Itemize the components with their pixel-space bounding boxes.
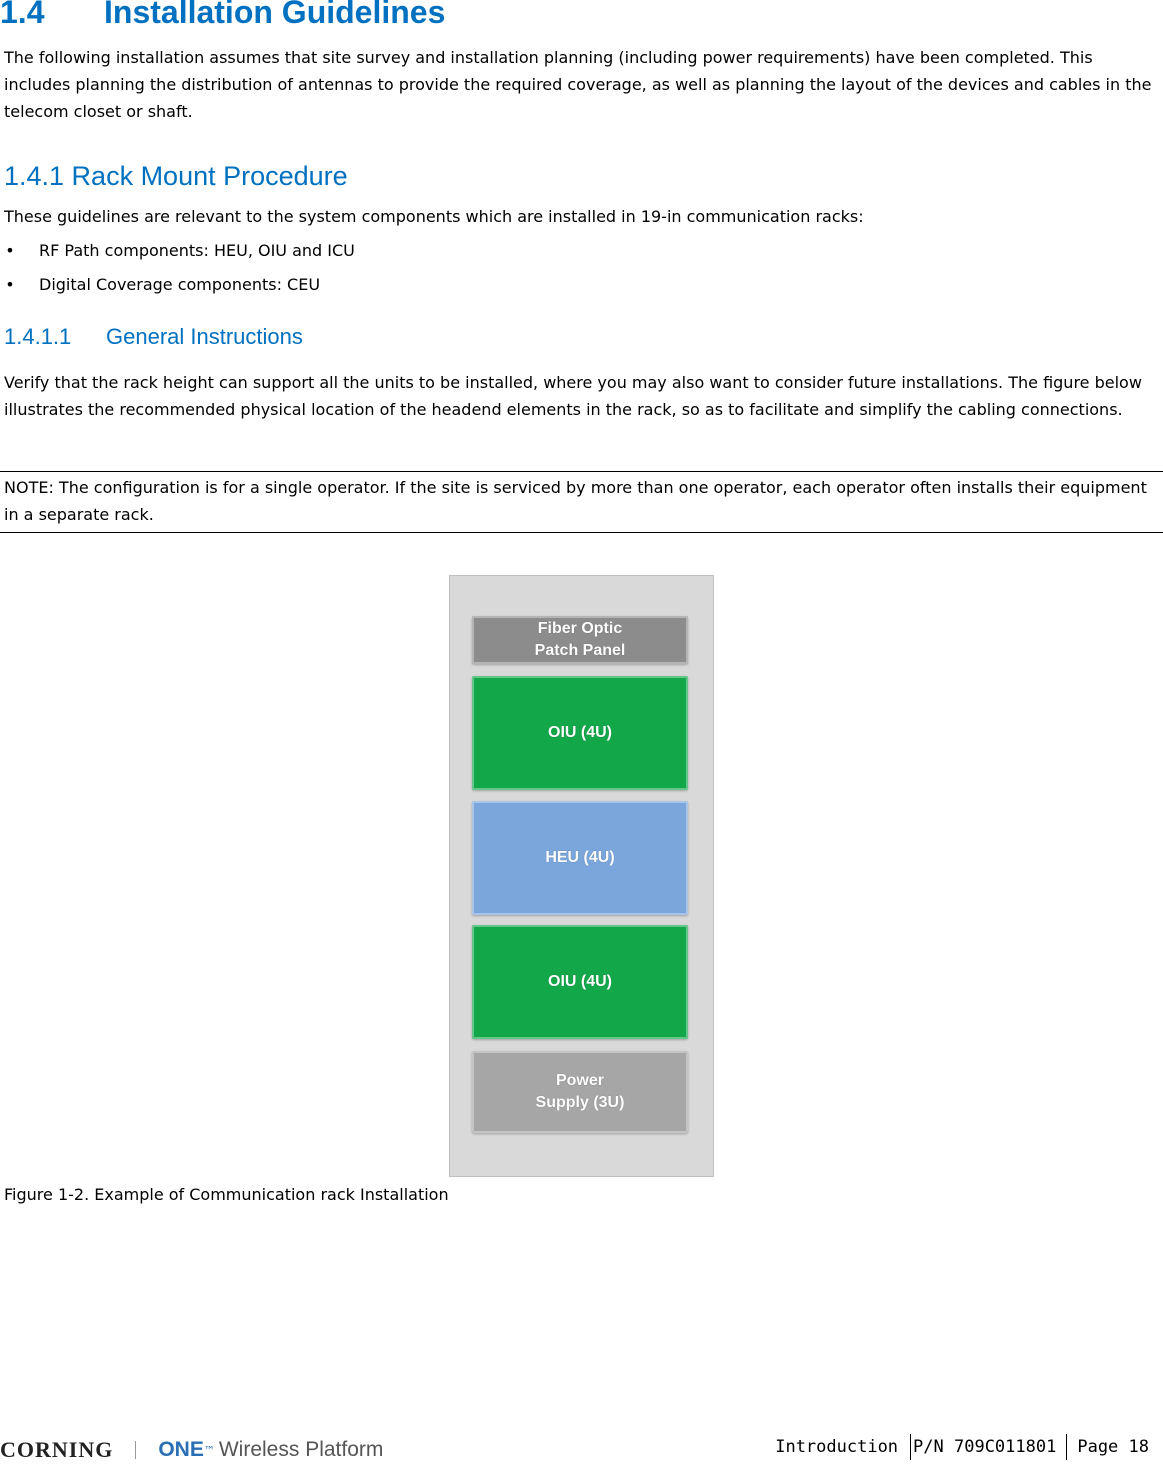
note-divider-top bbox=[0, 471, 1163, 472]
list-item-text: Digital Coverage components: CEU bbox=[39, 275, 321, 294]
corning-logo: CORNING bbox=[0, 1437, 114, 1462]
rack-figure bbox=[449, 575, 714, 1177]
rack-unit-oiu-bottom bbox=[472, 925, 688, 1039]
subsubsection-heading bbox=[4, 324, 303, 350]
rack-unit-power-supply bbox=[472, 1051, 688, 1133]
rack-unit-label: Fiber Optic Patch Panel bbox=[534, 620, 626, 659]
figure-caption: Figure 1-2. Example of Communication rack Installation bbox=[4, 1185, 449, 1204]
section-heading bbox=[0, 0, 445, 31]
footer-chapter: Introduction bbox=[775, 1437, 899, 1457]
section-title: Installation Guidelines bbox=[104, 0, 446, 30]
intro-paragraph: The following installation assumes that site survey and installation planning (including power requirements) have been completed. This includes planning the distribution of antennas to provide the required coverage, as well as planning the layout of the devices and cables in the telecom closet or shaft. bbox=[4, 48, 1152, 121]
component-list bbox=[0, 237, 355, 305]
rack-unit-label: HEU (4U) bbox=[545, 849, 615, 866]
note-paragraph: NOTE: The configuration is for a single operator. If the site is serviced by more than one operator, each operator often installs their equipment in a separate rack. bbox=[4, 478, 1147, 524]
rack-unit-label: OIU (4U) bbox=[548, 973, 612, 990]
footer-page-number: Page 18 bbox=[1077, 1437, 1149, 1457]
rack-intro-paragraph: These guidelines are relevant to the system components which are installed in 19-in communication racks: bbox=[4, 207, 864, 226]
bullet-icon: • bbox=[5, 275, 15, 294]
footer-logo bbox=[0, 1436, 383, 1464]
trademark-mark: ™ bbox=[203, 1443, 215, 1457]
one-logo: ONE bbox=[158, 1438, 204, 1461]
logo-divider bbox=[135, 1441, 136, 1459]
section-number: 1.4 bbox=[0, 0, 45, 30]
footer-divider bbox=[1066, 1434, 1067, 1460]
subsubsection-number: 1.4.1.1 bbox=[4, 324, 72, 349]
footer-divider bbox=[910, 1434, 911, 1460]
footer-part-number: P/N 709C011801 bbox=[913, 1437, 1057, 1457]
subsection-heading: 1.4.1 Rack Mount Procedure bbox=[4, 161, 348, 191]
list-item bbox=[0, 237, 355, 271]
rack-unit-heu bbox=[472, 801, 688, 915]
list-item-text: RF Path components: HEU, OIU and ICU bbox=[39, 241, 355, 260]
note-divider-bottom bbox=[0, 532, 1163, 533]
rack-unit-patch-panel bbox=[472, 616, 688, 664]
general-instructions-paragraph: Verify that the rack height can support all the units to be installed, where you may also want to consider future installations. The figure below illustrates the recommended physical location of the headend elements in the rack, so as to facilitate and simplify the cabling connections. bbox=[4, 373, 1142, 419]
page-footer bbox=[775, 1433, 1149, 1461]
list-item bbox=[0, 271, 355, 305]
bullet-icon: • bbox=[5, 241, 15, 260]
platform-name: Wireless Platform bbox=[218, 1438, 384, 1461]
subsubsection-title: General Instructions bbox=[106, 324, 303, 349]
rack-unit-oiu-top bbox=[472, 676, 688, 790]
rack-unit-label: OIU (4U) bbox=[548, 724, 612, 741]
rack-unit-label: Power Supply (3U) bbox=[535, 1072, 625, 1111]
